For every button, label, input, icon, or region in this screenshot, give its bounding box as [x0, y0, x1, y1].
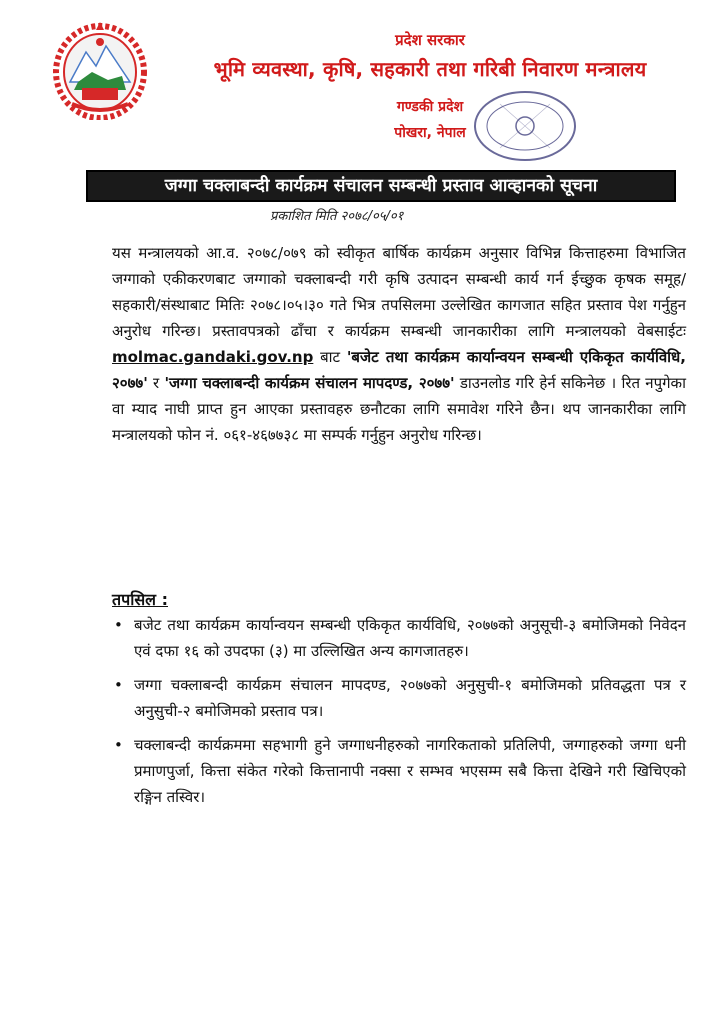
- nepal-emblem-icon: [52, 20, 148, 120]
- body-text-1: यस मन्त्रालयको आ.व. २०७८/०७९ को स्वीकृत बार्षिक कार्यक्रम अनुसार विभिन्न कित्ताहरुमा विभाजित जग्गाको एकीकरणबाट जग्गाको चक्लाबन्दी गरी कृषि उत्पादन सम्बन्धी कार्य गर्न ईच्छुक कृषक समूह/सहकारी/संस्थाबाट मितिः २०७८।०५।३० गते भित्र तपसिलमा उल्लेखित कागजात सहित प्रस्ताव पेश गर्नुहुन अनुरोध गरिन्छ। प्रस्तावपत्रको ढाँचा र कार्यक्रम सम्बन्धी जानकारीका लागि मन्त्रालयको वेबसाईटः: [112, 244, 686, 340]
- website-link[interactable]: molmac.gandaki.gov.np: [112, 348, 314, 366]
- schedule-heading: तपसिल :: [112, 590, 168, 609]
- list-item: [112, 732, 686, 810]
- notice-title: जग्गा चक्लाबन्दी कार्यक्रम संचालन सम्बन्धी प्रस्ताव आव्हानको सूचना: [86, 170, 676, 202]
- bullet-icon: •: [114, 736, 123, 754]
- bullet-icon: •: [114, 676, 123, 694]
- list-item-text: जग्गा चक्लाबन्दी कार्यक्रम संचालन मापदण्ड, २०७७को अनुसुची-१ बमोजिमको प्रतिवद्धता पत्र र अनुसुची-२ बमोजिमको प्रस्ताव पत्र।: [134, 676, 686, 720]
- schedule-list: [112, 612, 686, 818]
- body-text-4: डाउनलोड गरि हेर्न सकिनेछ । रित नपुगेका वा म्याद नाघी प्राप्त हुन आएका प्रस्तावहरु छनौटका लागि समावेश गरिने छैन। थप जानकारीका लागि मन्त्रालयको फोन नं. ०६१-४६७७३८ मा सम्पर्क गर्नुहुन अनुरोध गरिन्छ।: [112, 374, 686, 444]
- bullet-icon: •: [114, 616, 123, 634]
- published-date: प्रकाशित मिति २०७८/०५/०१: [270, 209, 404, 224]
- city-title: पोखरा, नेपाल: [394, 125, 466, 141]
- government-title: प्रदेश सरकार: [395, 31, 465, 49]
- list-item: [112, 612, 686, 664]
- notice-body: [112, 240, 686, 448]
- list-item-text: बजेट तथा कार्यक्रम कार्यान्वयन सम्बन्धी एकिकृत कार्यविधि, २०७७को अनुसूची-३ बमोजिमको निवेदन एवं दफा १६ को उपदफा (३) मा उल्लिखित अन्य कागजातहरु।: [134, 616, 686, 660]
- province-title: गण्डकी प्रदेश: [396, 99, 464, 115]
- ministry-title: भूमि व्यवस्था, कृषि, सहकारी तथा गरिबी निवारण मन्त्रालय: [213, 57, 647, 81]
- body-text-2: बाट: [320, 348, 341, 366]
- body-text-3: र: [153, 374, 160, 392]
- document-name-2: 'जग्गा चक्लाबन्दी कार्यक्रम संचालन मापदण्ड, २०७७': [164, 374, 455, 392]
- office-seal-icon: [470, 86, 580, 166]
- list-item-text: चक्लाबन्दी कार्यक्रममा सहभागी हुने जग्गाधनीहरुको नागरिकताको प्रतिलिपी, जग्गाहरुको जग्गा धनी प्रमाणपुर्जा, कित्ता संकेत गरेको कित्तानापी नक्सा र सम्भव भएसम्म सबै कित्ता देखिने गरी खिचिएको रङ्गिन तस्विर।: [134, 736, 686, 806]
- document-name-1: 'बजेट तथा कार्यक्रम कार्यान्वयन सम्बन्धी एकिकृत कार्यविधि, २०७७': [112, 348, 686, 392]
- list-item: [112, 672, 686, 724]
